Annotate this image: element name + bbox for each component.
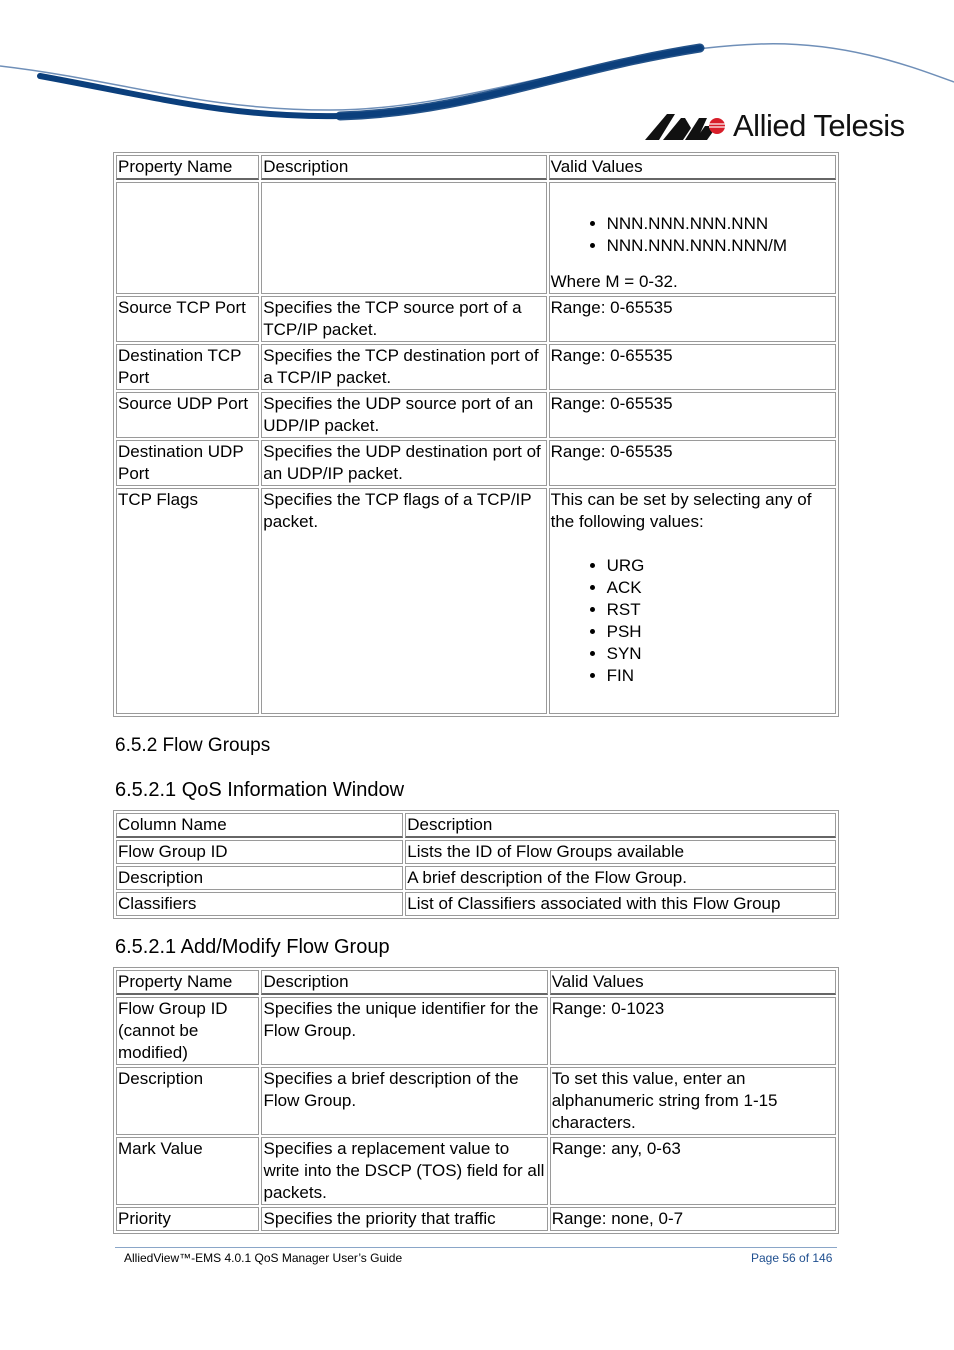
property-name-cell (116, 182, 259, 294)
header-cell: Property Name (116, 970, 259, 995)
list-item: • FIN (607, 665, 834, 687)
column-name-cell: Description (116, 866, 403, 890)
valid-values-cell: Range: 0-1023 (550, 997, 836, 1065)
table-row (116, 440, 836, 486)
table-row (116, 182, 836, 294)
property-name-cell: Destination UDP Port (116, 440, 259, 486)
header-cell: Property Name (116, 155, 259, 180)
table-row (116, 1137, 836, 1205)
description-cell: Specifies the TCP destination port of a TCP/IP packet. (261, 344, 546, 390)
table-header-row (116, 813, 836, 838)
property-name-cell: Mark Value (116, 1137, 259, 1205)
table-row (116, 840, 836, 864)
section-heading-flow-groups: 6.5.2 Flow Groups (115, 735, 271, 756)
table-row (116, 1207, 836, 1231)
property-name-cell: Priority (116, 1207, 259, 1231)
header-cell: Column Name (116, 813, 403, 838)
property-name-cell: Source TCP Port (116, 296, 259, 342)
description-cell: Specifies the UDP destination port of an UDP/IP packet. (261, 440, 546, 486)
description-cell: Specifies the priority that traffic (261, 1207, 547, 1231)
list-item: • RST (607, 599, 834, 621)
header-cell: Description (405, 813, 836, 838)
qos-information-table (113, 810, 839, 919)
list-item: • PSH (607, 621, 834, 643)
list-item: • NNN.NNN.NNN.NNN/M (607, 235, 834, 257)
valid-values-cell: Range: any, 0-63 (550, 1137, 836, 1205)
description-cell (261, 182, 546, 294)
logo-mark-icon (645, 108, 729, 142)
section-heading-add-modify-flow-group: 6.5.2.1 Add/Modify Flow Group (115, 936, 390, 958)
footer-divider (115, 1247, 837, 1248)
property-name-cell: Destination TCP Port (116, 344, 259, 390)
header-cell: Valid Values (550, 970, 836, 995)
description-cell: Lists the ID of Flow Groups available (405, 840, 836, 864)
description-cell: Specifies the TCP flags of a TCP/IP packet. (261, 488, 546, 714)
table-row (116, 296, 836, 342)
table-row (116, 892, 836, 916)
valid-values-cell (549, 182, 836, 294)
logo-text: Allied Telesis (733, 108, 905, 143)
description-cell: Specifies a replacement value to write into the DSCP (TOS) field for all packets. (261, 1137, 547, 1205)
list-item: • URG (607, 555, 834, 577)
footer-document-title: AlliedView™-EMS 4.0.1 QoS Manager User’s Guide (124, 1251, 403, 1265)
table-row (116, 392, 836, 438)
valid-values-cell: Range: 0-65535 (549, 296, 836, 342)
description-cell: A brief description of the Flow Group. (405, 866, 836, 890)
flow-group-properties-table (113, 967, 839, 1234)
address-format-list (551, 213, 834, 257)
description-cell: Specifies the unique identifier for the Flow Group. (261, 997, 547, 1065)
mask-note: Where M = 0-32. (550, 272, 678, 291)
column-name-cell: Classifiers (116, 892, 403, 916)
property-name-cell: Flow Group ID (cannot be modified) (116, 997, 259, 1065)
section-heading-qos-information-window: 6.5.2.1 QoS Information Window (115, 779, 405, 801)
valid-values-cell: Range: 0-65535 (549, 392, 836, 438)
table-header-row (116, 970, 836, 995)
valid-values-cell: Range: none, 0-7 (550, 1207, 836, 1231)
description-cell: List of Classifiers associated with this Flow Group (405, 892, 836, 916)
table-row (116, 866, 836, 890)
table-header-row (116, 155, 836, 180)
description-cell: Specifies a brief description of the Flow Group. (261, 1067, 547, 1135)
description-cell: Specifies the TCP source port of a TCP/IP packet. (261, 296, 546, 342)
table-row (116, 488, 836, 714)
list-item: • SYN (607, 643, 834, 665)
valid-values-cell (549, 488, 836, 714)
filter-properties-table (113, 152, 839, 717)
property-name-cell: Source UDP Port (116, 392, 259, 438)
valid-values-cell: To set this value, enter an alphanumeric string from 1-15 characters. (550, 1067, 836, 1135)
valid-values-cell: Range: 0-65535 (549, 440, 836, 486)
header-cell: Valid Values (549, 155, 836, 180)
flags-intro: This can be set by selecting any of the following values: (550, 490, 812, 531)
column-name-cell: Flow Group ID (116, 840, 403, 864)
tcp-flags-list (551, 555, 834, 687)
list-item: • ACK (607, 577, 834, 599)
header-cell: Description (261, 155, 546, 180)
table-row (116, 1067, 836, 1135)
header-cell: Description (261, 970, 547, 995)
property-name-cell: Description (116, 1067, 259, 1135)
valid-values-cell: Range: 0-65535 (549, 344, 836, 390)
table-row (116, 344, 836, 390)
list-item: • NNN.NNN.NNN.NNN (607, 213, 834, 235)
description-cell: Specifies the UDP source port of an UDP/IP packet. (261, 392, 546, 438)
footer-page-number: Page 56 of 146 (751, 1251, 833, 1265)
property-name-cell: TCP Flags (116, 488, 259, 714)
allied-telesis-logo (645, 108, 905, 148)
table-row (116, 997, 836, 1065)
